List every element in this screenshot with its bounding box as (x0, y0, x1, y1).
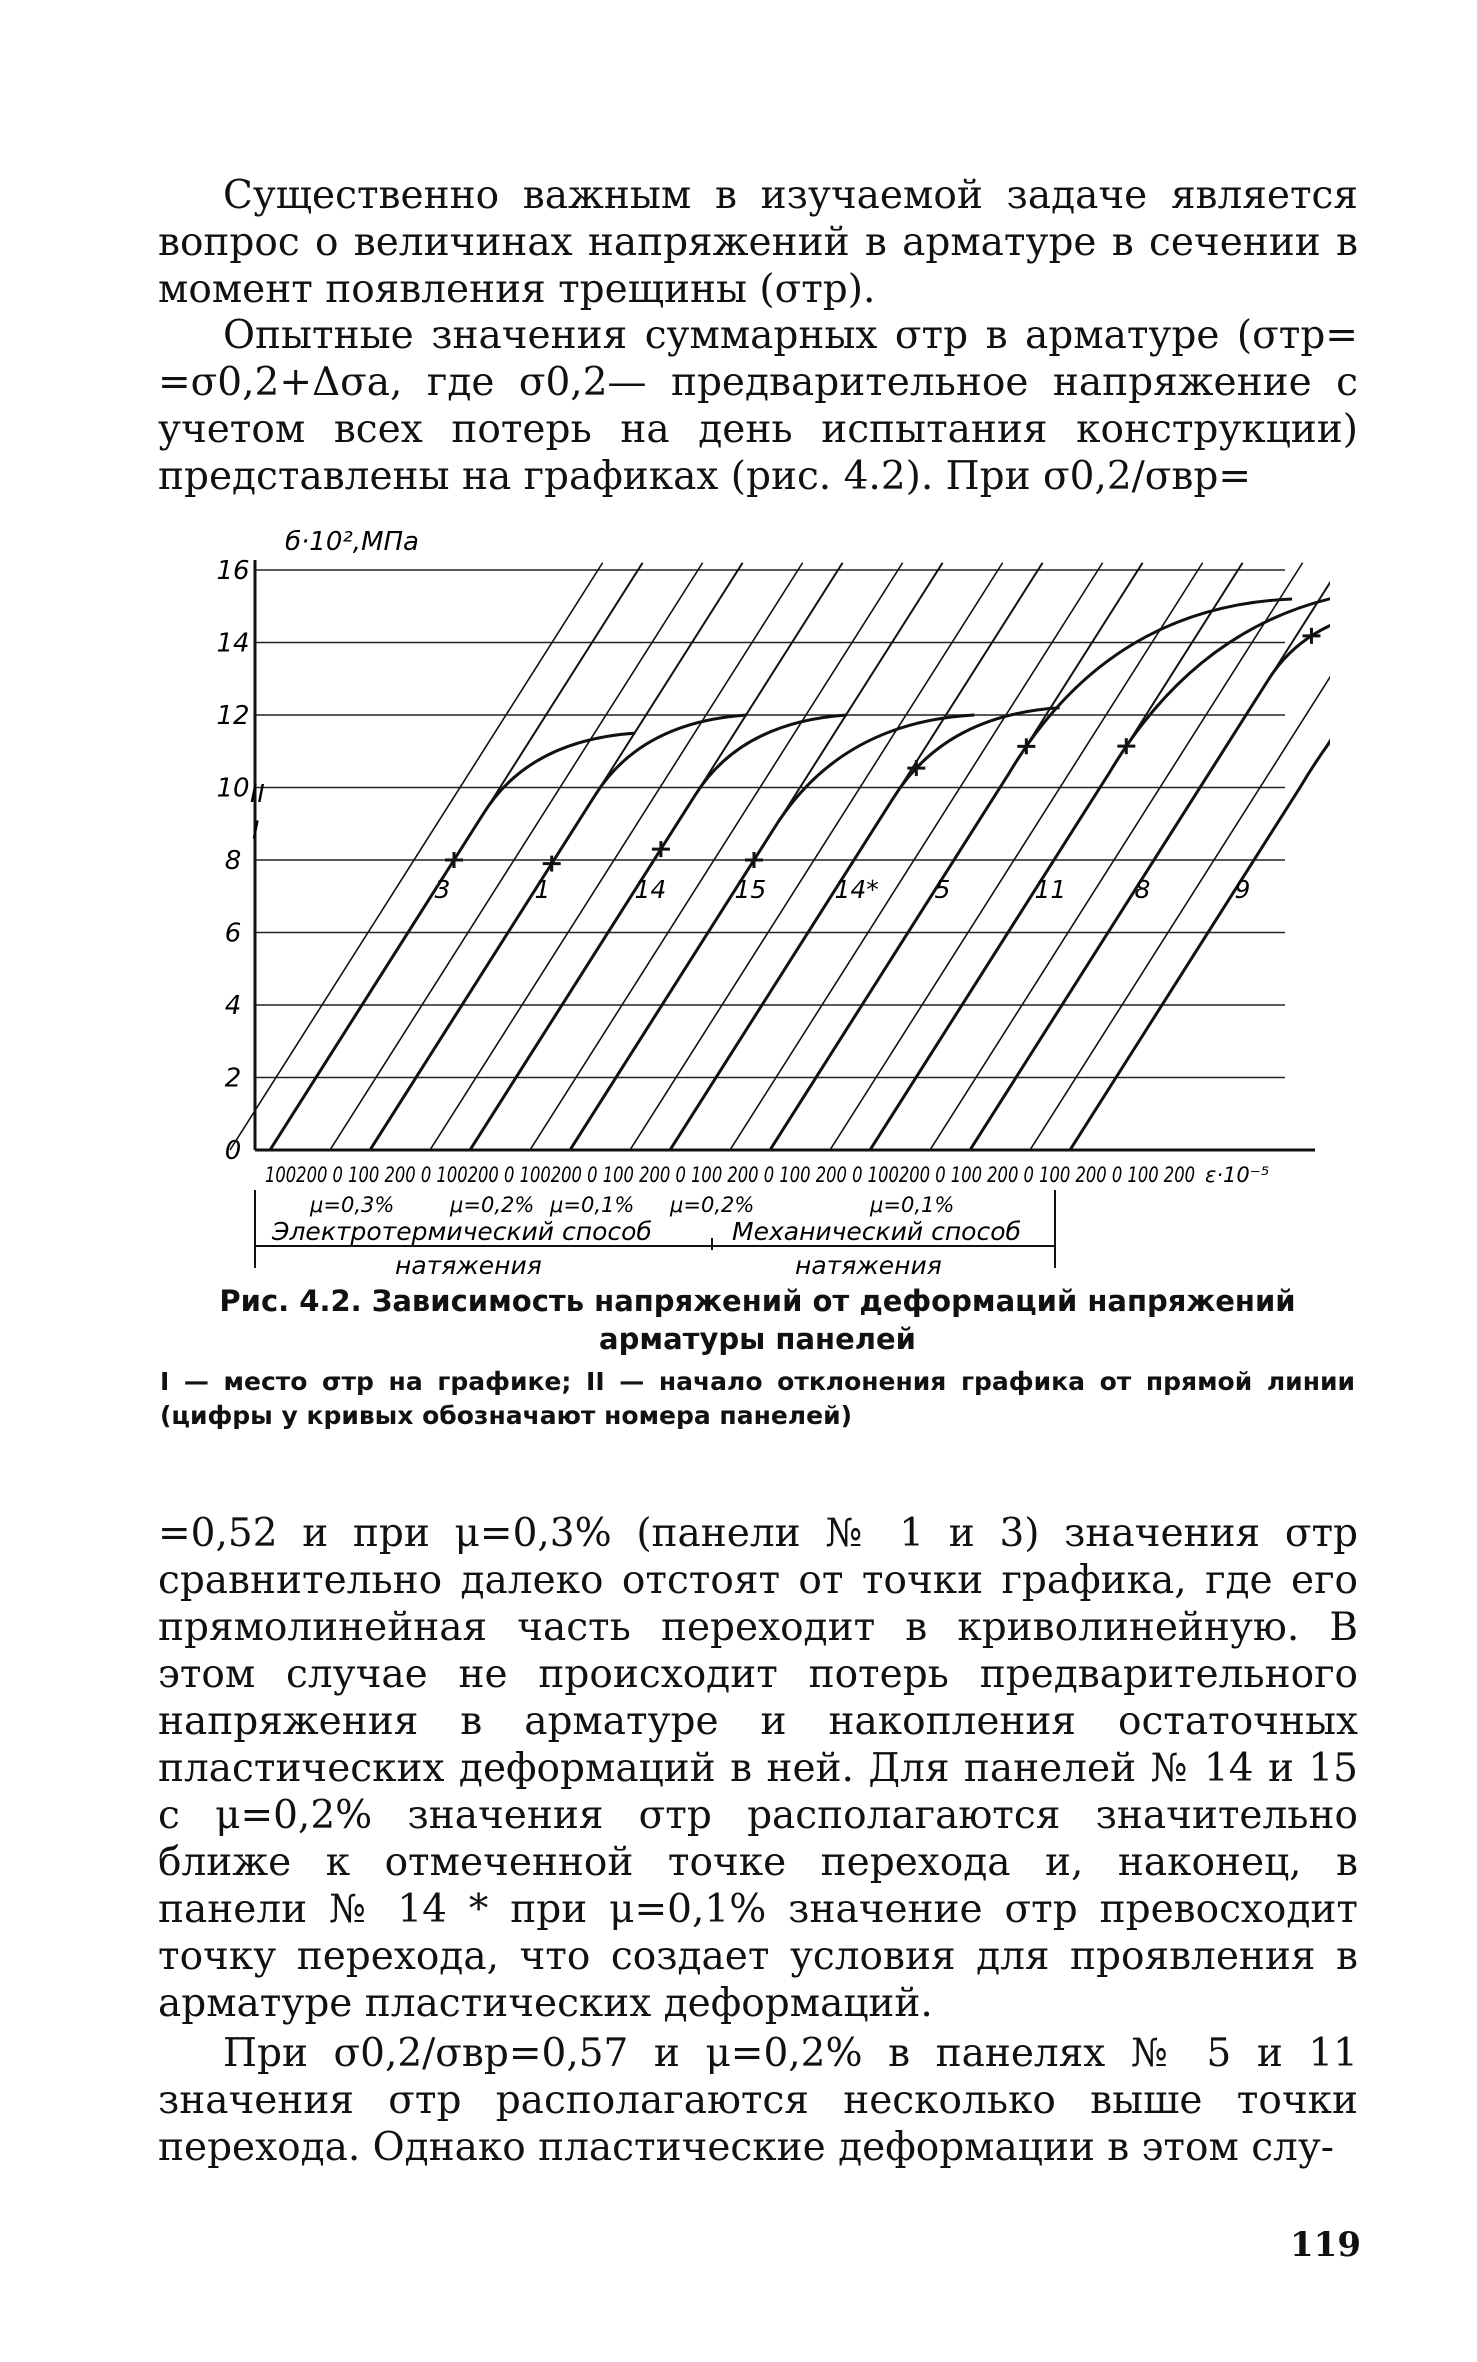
y-tick-label: 8 (224, 846, 242, 876)
curve-label: 8 (1134, 875, 1151, 905)
y-tick-label: 16 (216, 556, 250, 586)
group-label-right-1: Механический способ (732, 1217, 1021, 1246)
mu-label: μ=0,1% (550, 1193, 635, 1217)
figure-4-2 (150, 520, 1330, 1290)
guide-line (430, 563, 803, 1150)
mu-label: μ=0,3% (310, 1193, 395, 1217)
curve-label: 5 (934, 875, 951, 905)
y-tick-label: 14 (216, 628, 250, 659)
curve-label: 3 (434, 875, 451, 905)
x-axis-label: ε·10⁻⁵ (1205, 1163, 1270, 1187)
mu-label: μ=0,2% (670, 1193, 755, 1217)
curve-label: 14* (834, 875, 879, 905)
mu-label: μ=0,1% (870, 1193, 955, 1217)
y-tick-label: 10 (216, 773, 250, 804)
y-tick-label: 0 (224, 1136, 242, 1166)
curve-3 (270, 733, 635, 1150)
figure-caption: Рис. 4.2. Зависимость напряжений от деформаций напряжений арматуры панелей (219, 1284, 1296, 1356)
y-axis-label: б·10²,МПа (285, 527, 419, 557)
y-tick-label: 2 (224, 1063, 242, 1094)
group-label-left-1: Электротермический способ (272, 1217, 652, 1246)
y-tick-label: 4 (224, 991, 242, 1021)
curve-11 (870, 588, 1330, 1150)
guide-line (970, 563, 1330, 1150)
figure-legend: I — место σтр на графике; II — начало отклонения графика от прямой линии (цифры у кривых обозначают номера панелей) (160, 1367, 1355, 1430)
stress-strain-chart (150, 520, 1330, 1290)
mu-label: μ=0,2% (450, 1193, 535, 1217)
curve-label: 14 (634, 875, 667, 905)
page-number: 119 (1290, 2225, 1361, 2265)
paragraph-4: При σ0,2/σвр=0,57 и μ=0,2% в панелях № 5 и 11 значения σтр располагаются несколько выше точки перехода. Однако пластические деформации в этом слу- (158, 2031, 1358, 2170)
curve-label: 11 (1034, 875, 1067, 905)
paragraph-3: =0,52 и при μ=0,3% (панели № 1 и 3) значения σтр сравнительно далеко отстоят от точки графика, где его прямолинейная часть переходит в криволинейную. В этом случае не происходит потерь предварительного напряжения в арматуре и накопления остаточных пластических деформаций в ней. Для панелей № 14 и 15 с μ=0,2% значения σтр располагаются значительно ближе к отмеченной точке перехода и, наконец, в панели № 14 * при μ=0,1% значение σтр превосходит точку перехода, что создает условия для проявления в арматуре пластических деформаций. (158, 1511, 1358, 2026)
guide-line (230, 563, 603, 1150)
marker-label-II: II (250, 779, 265, 808)
group-label-right-2: натяжения (795, 1251, 942, 1280)
guide-line (1030, 563, 1330, 1150)
paragraph-1: Существенно важным в изучаемой задаче является вопрос о величинах напряжений в арматуре в сечении в момент появления трещины (σтр). (158, 173, 1358, 312)
guide-line (330, 563, 703, 1150)
y-tick-label: 12 (216, 701, 250, 731)
paragraph-2: Опытные значения суммарных σтр в арматуре (σтр= =σ0,2+Δσa, где σ0,2— предварительное напряжение с учетом всех потерь на день испытания конструкции) представлены на графиках (рис. 4.2). При σ0,2/σвр= (158, 313, 1358, 499)
curve-14* (670, 708, 1060, 1150)
x-tick-labels: 100200 0 100 200 0 100200 0 100200 0 100 200 0 100 200 0 100 200 0 100200 0 100 200 0 100 200 0 100 200 (265, 1163, 1195, 1187)
curve-label: 15 (734, 875, 767, 905)
curve-label: 9 (1234, 875, 1251, 905)
curve-label: 1 (534, 875, 551, 905)
marker-label-I: I (252, 815, 260, 845)
group-label-left-2: натяжения (395, 1251, 542, 1280)
y-tick-label: 6 (224, 918, 242, 949)
